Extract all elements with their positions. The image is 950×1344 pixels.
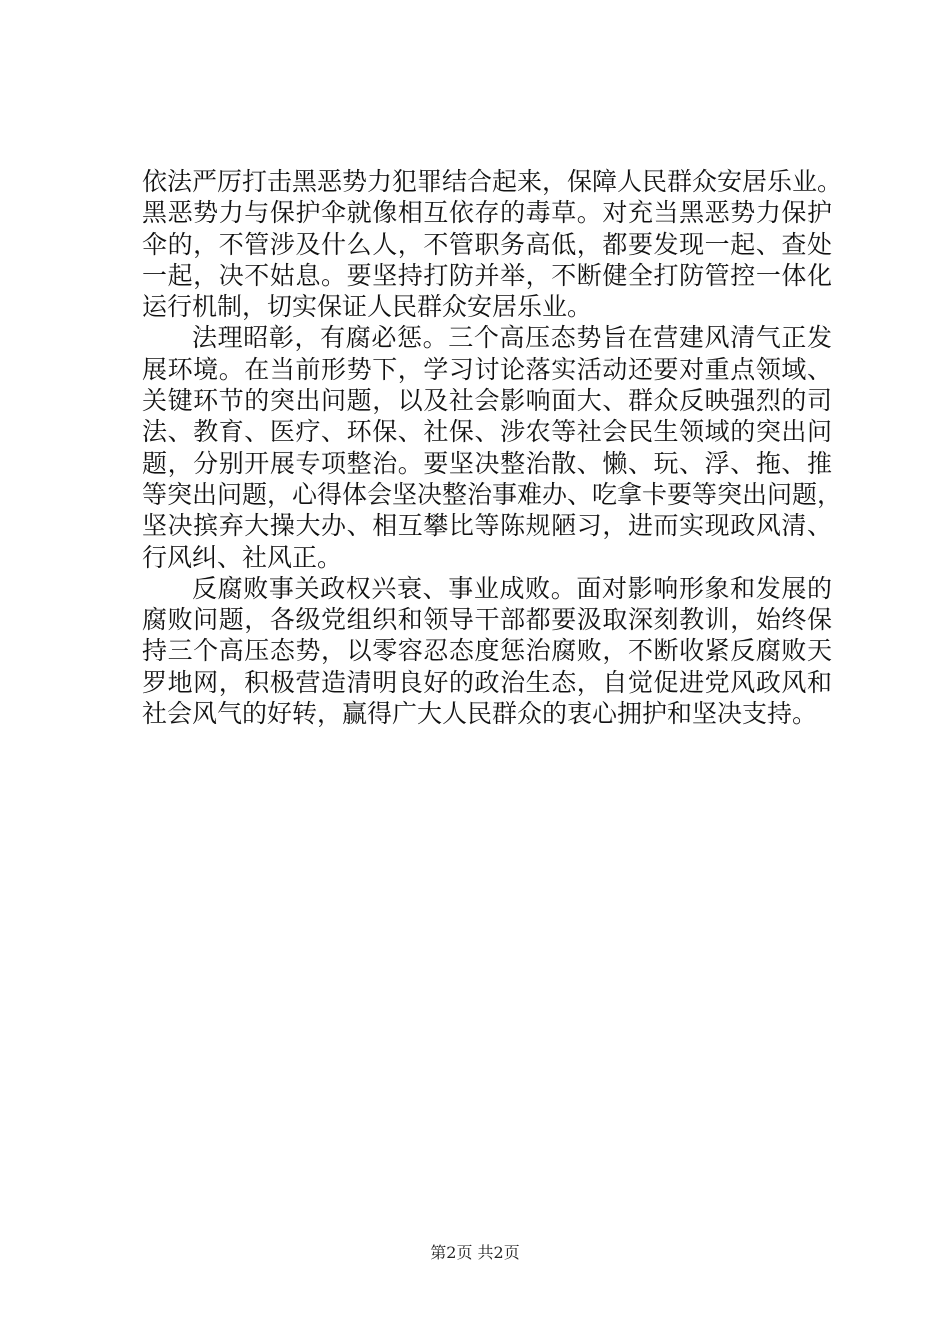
page-footer: 第2页 共2页 bbox=[430, 1243, 520, 1262]
text-line: 社会风气的好转，赢得广大人民群众的衷心拥护和坚决支持。 bbox=[142, 699, 818, 729]
text-line: 法、教育、医疗、环保、社保、涉农等社会民生领域的突出问 bbox=[142, 417, 832, 447]
text-line: 运行机制，切实保证人民群众安居乐业。 bbox=[142, 292, 593, 322]
text-line: 展环境。在当前形势下，学习讨论落实活动还要对重点领域、 bbox=[142, 354, 832, 384]
text-line: 伞的，不管涉及什么人，不管职务高低，都要发现一起、查处 bbox=[142, 229, 832, 259]
text-line: 坚决摈弃大操大办、相互攀比等陈规陋习，进而实现政风清、 bbox=[142, 511, 832, 541]
body-text bbox=[142, 166, 843, 729]
paragraph-first-line: 反腐败事关政权兴衰、事业成败。面对影响形象和发展的 bbox=[192, 573, 832, 603]
text-line: 罗地网，积极营造清明良好的政治生态，自觉促进党风政风和 bbox=[142, 667, 832, 697]
paragraph-first-line: 法理昭彰，有腐必惩。三个高压态势旨在营建风清气正发 bbox=[192, 323, 832, 353]
text-line: 持三个高压态势，以零容忍态度惩治腐败，不断收紧反腐败天 bbox=[142, 636, 832, 666]
text-line: 行风纠、社风正。 bbox=[142, 542, 343, 572]
text-line: 等突出问题，心得体会坚决整治事难办、吃拿卡要等突出问题， bbox=[142, 479, 843, 509]
text-line: 腐败问题，各级党组织和领导干部都要汲取深刻教训，始终保 bbox=[142, 605, 832, 635]
text-line: 关键环节的突出问题，以及社会影响面大、群众反映强烈的司 bbox=[142, 386, 832, 416]
text-line: 黑恶势力与保护伞就像相互依存的毒草。对充当黑恶势力保护 bbox=[142, 198, 832, 228]
text-line: 题，分别开展专项整治。要坚决整治散、懒、玩、浮、拖、推 bbox=[142, 448, 832, 478]
text-line: 一起，决不姑息。要坚持打防并举，不断健全打防管控一体化 bbox=[142, 260, 832, 290]
text-line: 依法严厉打击黑恶势力犯罪结合起来，保障人民群众安居乐业。 bbox=[142, 167, 843, 196]
